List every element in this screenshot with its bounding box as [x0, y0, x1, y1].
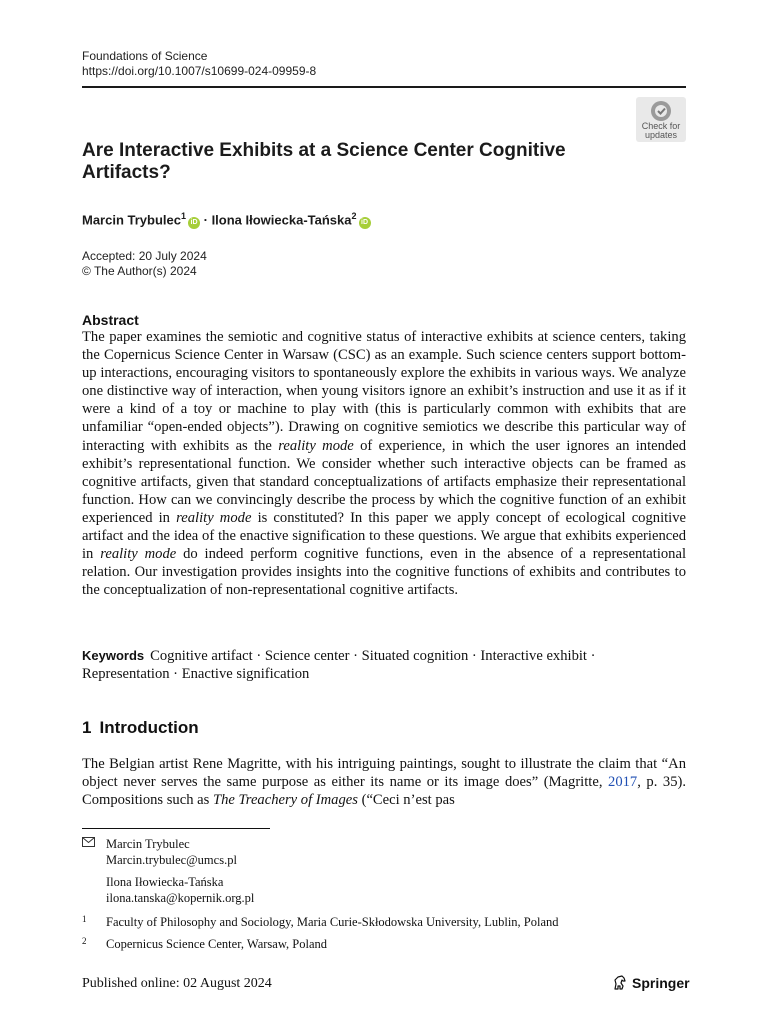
- keywords-label: Keywords: [82, 648, 145, 663]
- article-dates: [82, 249, 207, 279]
- author-separator: ·: [200, 212, 212, 228]
- footnote-rule: [82, 828, 270, 829]
- intro-text: , p. 35). Compositions such as: [82, 774, 686, 809]
- abstract-text: of experience, in which the user ignores an intended exhibit’s representational function. We consider whether such interactive objects can be framed as cognitive artifacts, given that standard conceptualizations of artifacts emphasize their representational function. How can we convincingly describe the process by which the cognitive function of an exhibit experienced in: [82, 437, 686, 526]
- header-rule: [82, 86, 686, 88]
- springer-horse-icon: [612, 975, 628, 991]
- affiliation-number: 2: [82, 936, 87, 946]
- citation-link[interactable]: 2017: [608, 774, 638, 791]
- check-for-updates-badge[interactable]: [636, 97, 686, 142]
- corr-author-name: Ilona Iłowiecka-Tańska: [106, 875, 224, 889]
- keywords-list: Cognitive artifact · Science center · Situated cognition · Interactive exhibit · Representation · Enactive signification: [82, 648, 596, 683]
- abstract-text: do indeed perform cognitive functions, even in the absence of a representational relation. Our investigation provides insights into the cognitive functions of exhibits and contributes to the conceptualization of non-representational cognitive artifacts.: [82, 546, 687, 599]
- orcid-icon[interactable]: iD: [359, 217, 371, 229]
- abstract-text: The paper examines the semiotic and cognitive status of interactive exhibits at science centers, taking the Copernicus Science Center in Warsaw (CSC) as an example. Such science centers support bottom-up interactions, encouraging visitors to spontaneously explore the exhibits in various ways. We analyze one distinctive way of interaction, when young visitors ignore an exhibit’s instruction and use it as if it were a kind of a toy or machine to play with (this is particularly common with exhibits that are unfamiliar “open-ended objects”). Drawing on cognitive semiotics we describe this particular way of interacting with exhibits as the: [82, 329, 686, 454]
- check-for-updates-line1: Check for: [641, 121, 681, 131]
- intro-text: (“Ceci n’est pas: [361, 792, 455, 809]
- keywords-block: [82, 647, 686, 683]
- affiliation-text: Copernicus Science Center, Warsaw, Poland: [106, 937, 328, 951]
- abstract-emphasis: reality mode: [176, 509, 252, 526]
- published-online: Published online: 02 August 2024: [82, 976, 272, 991]
- intro-emphasis: The Treachery of Images: [212, 792, 358, 809]
- introduction-body: [82, 755, 686, 809]
- affiliation-number: 1: [82, 914, 87, 924]
- author-affiliation-mark: 2: [351, 211, 357, 221]
- publisher-logo: [612, 975, 690, 991]
- section-heading: [82, 718, 199, 738]
- abstract-body: [82, 328, 686, 599]
- article-title: Are Interactive Exhibits at a Science Center Cognitive Artifacts?: [82, 140, 566, 183]
- accepted-date: Accepted: 20 July 2024: [82, 249, 207, 263]
- affiliation-2: [82, 936, 686, 952]
- envelope-icon: [82, 837, 95, 847]
- author-affiliation-mark: 1: [180, 211, 186, 221]
- abstract-emphasis: reality mode: [100, 546, 177, 563]
- corr-author-email[interactable]: ilona.tanska@kopernik.org.pl: [106, 891, 255, 905]
- section-title: Introduction: [99, 718, 199, 737]
- corr-author-email[interactable]: Marcin.trybulec@umcs.pl: [106, 853, 237, 867]
- abstract-text: is constituted? In this paper we apply concept of ecological cognitive artifact and the idea of the enactive signification to these questions. We argue that exhibits experienced in: [82, 509, 687, 563]
- journal-name: Foundations of Science: [82, 49, 208, 63]
- check-for-updates-line2: updates: [644, 130, 678, 140]
- affiliation-text: Faculty of Philosophy and Sociology, Maria Curie-Skłodowska University, Lublin, Poland: [106, 915, 559, 929]
- abstract-emphasis: reality mode: [278, 437, 354, 454]
- author-list: [82, 208, 371, 229]
- intro-text: The Belgian artist Rene Magritte, with his intriguing paintings, sought to illustrate the claim that “An object never serves the same purpose as either its name or its image does” (Magritte,: [82, 756, 686, 791]
- author-name: Marcin Trybulec: [82, 212, 181, 228]
- corr-author-name: Marcin Trybulec: [106, 837, 190, 851]
- doi-link[interactable]: https://doi.org/10.1007/s10699-024-09959-8: [82, 64, 317, 78]
- section-number: 1: [82, 718, 92, 737]
- check-for-updates-icon: [650, 100, 672, 122]
- abstract-heading: Abstract: [82, 312, 139, 328]
- publisher-name: Springer: [632, 975, 690, 991]
- corresponding-authors: [82, 836, 254, 906]
- orcid-icon[interactable]: iD: [188, 217, 200, 229]
- affiliation-1: [82, 914, 686, 930]
- journal-header: [82, 49, 316, 79]
- author-name: Ilona Iłowiecka-Tańska: [211, 212, 352, 228]
- copyright-line: © The Author(s) 2024: [82, 264, 197, 278]
